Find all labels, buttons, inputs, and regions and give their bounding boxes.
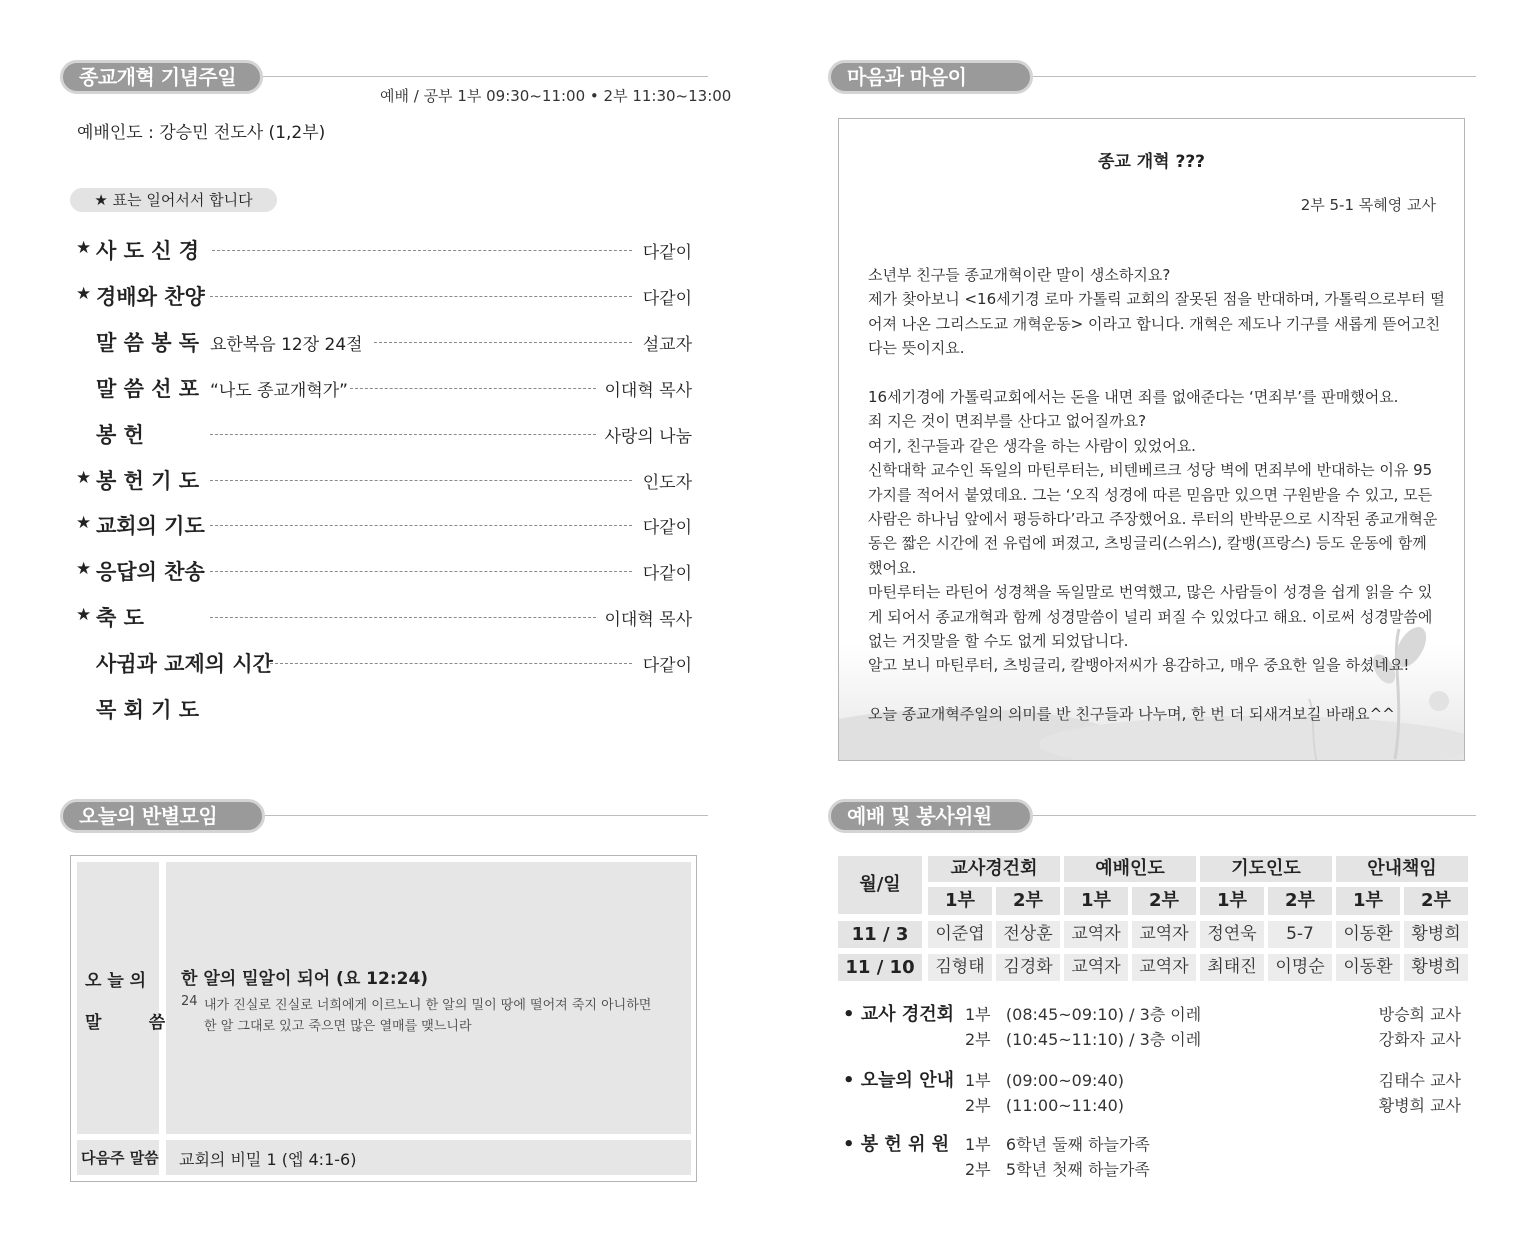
standing-star-icon: ★: [76, 559, 92, 579]
section-title-heart: 마음과 마음이: [828, 60, 1033, 94]
order-item-title: 봉 헌 기 도: [96, 469, 200, 493]
info-line: 2부 5학년 첫째 하늘가족: [965, 1160, 1150, 1179]
table-sub-header: 2부: [1132, 887, 1196, 915]
order-item-title: 봉 헌: [96, 423, 144, 447]
standing-note: ★ 표는 일어서서 합니다: [70, 188, 277, 212]
worship-order-item: [76, 694, 696, 724]
worship-order-item: [76, 602, 696, 632]
table-cell: 교역자: [1132, 921, 1196, 948]
info-line: 2부 (11:00~11:40): [965, 1096, 1125, 1115]
leader-dots: [210, 571, 632, 572]
info-title: • 교사 경건회: [843, 1004, 954, 1025]
order-item-leader: 사랑의 나눔: [604, 427, 692, 447]
table-sub-header: 1부: [1064, 887, 1128, 915]
letter-line: 제가 찾아보니 <16세기경 로마 가톨릭 교회의 잘못된 점을 반대하며, 가톨릭으로부터 떨: [868, 290, 1445, 309]
section-title-volunteers: 예배 및 봉사위원: [828, 799, 1033, 833]
order-item-title: 사 도 신 경: [96, 239, 200, 263]
table-sub-header: 1부: [928, 887, 992, 915]
table-sub-header: 2부: [996, 887, 1060, 915]
table-cell: 이동환: [1336, 954, 1400, 981]
worship-leader: 예배인도 : 강승민 전도사 (1,2부): [77, 123, 326, 143]
order-item-leader: 이대혁 목사: [604, 381, 692, 401]
leader-dots: [210, 480, 632, 481]
today-word-label-cell: [77, 862, 166, 1134]
table-group-header: 교사경건회: [928, 856, 1060, 882]
order-item-title: 말 씀 선 포: [96, 377, 200, 401]
next-word-label-cell: [77, 1140, 159, 1175]
standing-star-icon: ★: [76, 238, 92, 258]
worship-order-item: [76, 281, 696, 311]
order-item-desc: “나도 종교개혁가”: [210, 381, 348, 401]
leader-dots: [350, 388, 596, 389]
table-cell: 황병희: [1404, 954, 1468, 981]
table-cell: 정연욱: [1200, 921, 1264, 948]
info-title: • 오늘의 안내: [843, 1070, 954, 1091]
letter-line: 소년부 친구들 종교개혁이란 말이 생소하지요?: [868, 266, 1171, 284]
table-group-header: 예배인도: [1064, 856, 1196, 882]
order-item-leader: 다같이: [642, 518, 692, 538]
leader-dots: [210, 617, 596, 618]
verse-number: 24: [181, 994, 198, 1009]
table-cell: 교역자: [1064, 921, 1128, 948]
standing-star-icon: ★: [76, 284, 92, 304]
section-title-reformation: 종교개혁 기념주일: [60, 60, 263, 94]
order-item-title: 축 도: [96, 606, 144, 630]
info-line: 1부 (09:00~09:40): [965, 1071, 1125, 1090]
order-item-leader: 다같이: [642, 289, 692, 309]
table-date-cell: 11 / 10: [838, 954, 922, 981]
leader-dots: [210, 296, 632, 297]
letter-line: 신학대학 교수인 독일의 마틴루터는, 비텐베르크 성당 벽에 면죄부에 반대하는 이유 95: [868, 461, 1433, 480]
table-sub-header: 1부: [1336, 887, 1400, 915]
table-date-cell: 11 / 3: [838, 921, 922, 948]
order-item-title: 사귐과 교제의 시간: [96, 652, 273, 676]
letter-line: 알고 보니 마틴루터, 츠빙글리, 칼뱅아저씨가 용감하고, 매우 중요한 일을 하셨네요!: [868, 656, 1410, 675]
table-group-header: 안내책임: [1336, 856, 1468, 882]
letter-title: 종교 개혁 ???: [1097, 152, 1206, 172]
info-line: 2부 (10:45~11:10) / 3층 이레: [965, 1030, 1202, 1049]
section-divider: [250, 76, 708, 77]
next-word-label: 다음주 말씀: [81, 1149, 159, 1167]
leader-dots: [212, 250, 632, 251]
letter-box: [838, 118, 1465, 761]
worship-order-item: [76, 373, 696, 403]
standing-star-icon: ★: [76, 468, 92, 488]
leader-dots: [374, 342, 632, 343]
letter-line: 죄 지은 것이 면죄부를 산다고 없어질까요?: [868, 412, 1147, 431]
bible-word-box: [70, 855, 697, 1182]
next-word-value: 교회의 비밀 1 (엡 4:1-6): [179, 1150, 357, 1169]
table-cell: 이명순: [1268, 954, 1332, 981]
table-cell: 김형태: [928, 954, 992, 981]
table-cell: 이동환: [1336, 921, 1400, 948]
section-divider: [1020, 76, 1476, 77]
info-person: 방승희 교사: [1378, 1005, 1461, 1024]
letter-line: [868, 678, 1448, 702]
order-item-title: 말 씀 봉 독: [96, 331, 200, 355]
table-sub-header: 1부: [1200, 887, 1264, 915]
today-word-label-1: 오 늘 의: [85, 971, 147, 991]
table-cell: 교역자: [1132, 954, 1196, 981]
info-title: • 봉 헌 위 원: [843, 1134, 950, 1155]
verse-line-1: 내가 진실로 진실로 너희에게 이르노니 한 알의 밀이 땅에 떨어져 죽지 아니하면: [204, 998, 652, 1013]
order-item-title: 목 회 기 도: [96, 698, 200, 722]
table-sub-header: 2부: [1404, 887, 1468, 915]
today-word-content-cell: [166, 862, 691, 1134]
letter-line: 어져 나온 그리스도교 개혁운동> 이라고 합니다. 개혁은 제도나 기구를 새롭게 뜯어고친: [868, 314, 1441, 333]
letter-line: [868, 361, 1448, 385]
worship-order-item: [76, 235, 696, 265]
letter-line: 게 되어서 종교개혁과 함께 성경말씀이 널리 퍼질 수 있었다고 해요. 이로써 성경말씀에: [868, 607, 1433, 626]
order-item-leader: 인도자: [642, 473, 692, 493]
standing-star-icon: ★: [76, 513, 92, 533]
worship-order-item: [76, 510, 696, 540]
leader-dots: [270, 663, 632, 664]
table-cell: 교역자: [1064, 954, 1128, 981]
worship-order-item: [76, 419, 696, 449]
worship-order-item: [76, 648, 696, 678]
section-title-class-meeting: 오늘의 반별모임: [60, 799, 265, 833]
order-item-leader: 다같이: [642, 564, 692, 584]
letter-line: 사람은 하나님 앞에서 평등하다’라고 주장했어요. 루터의 반박문으로 시작된 종교개혁운: [868, 510, 1438, 529]
table-date-header: 월/일: [838, 856, 922, 914]
section-divider: [250, 815, 708, 816]
table-cell: 황병희: [1404, 921, 1468, 948]
worship-order-item: [76, 327, 696, 357]
table-group-header: 기도인도: [1200, 856, 1332, 882]
info-person: 황병희 교사: [1378, 1096, 1461, 1115]
letter-body: [868, 263, 1448, 727]
letter-line: 동은 짧은 시간에 전 유럽에 퍼졌고, 츠빙글리(스위스), 칼뱅(프랑스) 등도 운동에 함께: [868, 534, 1427, 553]
letter-line: 여기, 친구들과 같은 생각을 하는 사람이 있었어요.: [868, 436, 1196, 455]
worship-order-item: [76, 465, 696, 495]
letter-line: 없는 거짓말을 할 수도 없게 되었답니다.: [868, 632, 1129, 651]
leader-dots: [210, 525, 632, 526]
info-person: 김태수 교사: [1378, 1071, 1461, 1090]
standing-star-icon: ★: [76, 605, 92, 625]
order-item-leader: 설교자: [642, 335, 692, 355]
letter-line: 다는 뜻이지요.: [868, 339, 965, 358]
order-item-leader: 이대혁 목사: [604, 610, 692, 630]
table-cell: 5-7: [1268, 921, 1332, 948]
order-item-leader: 다같이: [642, 656, 692, 676]
today-word-title: 한 알의 밀알이 되어 (요 12:24): [181, 969, 429, 989]
order-item-leader: 다같이: [642, 243, 692, 263]
verse-line-2: 한 알 그대로 있고 죽으면 많은 열매를 맺느니라: [204, 1019, 472, 1034]
order-item-title: 교회의 기도: [96, 514, 205, 538]
table-sub-header: 2부: [1268, 887, 1332, 915]
info-person: 강화자 교사: [1378, 1030, 1461, 1049]
table-cell: 최태진: [1200, 954, 1264, 981]
table-cell: 김경화: [996, 954, 1060, 981]
table-cell: 이준엽: [928, 921, 992, 948]
today-word-label-2: 말 씀: [85, 1013, 166, 1033]
letter-line: 가지를 적어서 붙였데요. 그는 ‘오직 성경에 따른 믿음만 있으면 구원받을 수 있고, 모든: [868, 485, 1433, 504]
letter-line: 오늘 종교개혁주일의 의미를 반 친구들과 나누며, 한 번 더 되새겨보길 바래요^^: [868, 705, 1395, 724]
letter-line: 했어요.: [868, 558, 917, 577]
section-divider: [1020, 815, 1476, 816]
table-cell: 전상훈: [996, 921, 1060, 948]
info-line: 1부 6학년 둘째 하늘가족: [965, 1135, 1150, 1154]
worship-order-item: [76, 556, 696, 586]
leader-dots: [210, 434, 596, 435]
letter-line: 마틴루터는 라틴어 성경책을 독일말로 번역했고, 많은 사람들이 성경을 쉽게 읽을 수 있: [868, 583, 1433, 602]
info-line: 1부 (08:45~09:10) / 3층 이레: [965, 1005, 1202, 1024]
letter-line: 16세기경에 가톨릭교회에서는 돈을 내면 죄를 없애준다는 ‘면죄부’를 판매했어요.: [868, 388, 1399, 407]
worship-schedule: 예배 / 공부 1부 09:30~11:00 • 2부 11:30~13:00: [380, 87, 732, 105]
order-item-desc: 요한복음 12장 24절: [210, 335, 363, 355]
order-item-title: 경배와 찬양: [96, 285, 205, 309]
letter-author: 2부 5-1 목혜영 교사: [1300, 196, 1436, 214]
order-item-title: 응답의 찬송: [96, 560, 205, 584]
next-word-content-cell: [166, 1140, 691, 1175]
